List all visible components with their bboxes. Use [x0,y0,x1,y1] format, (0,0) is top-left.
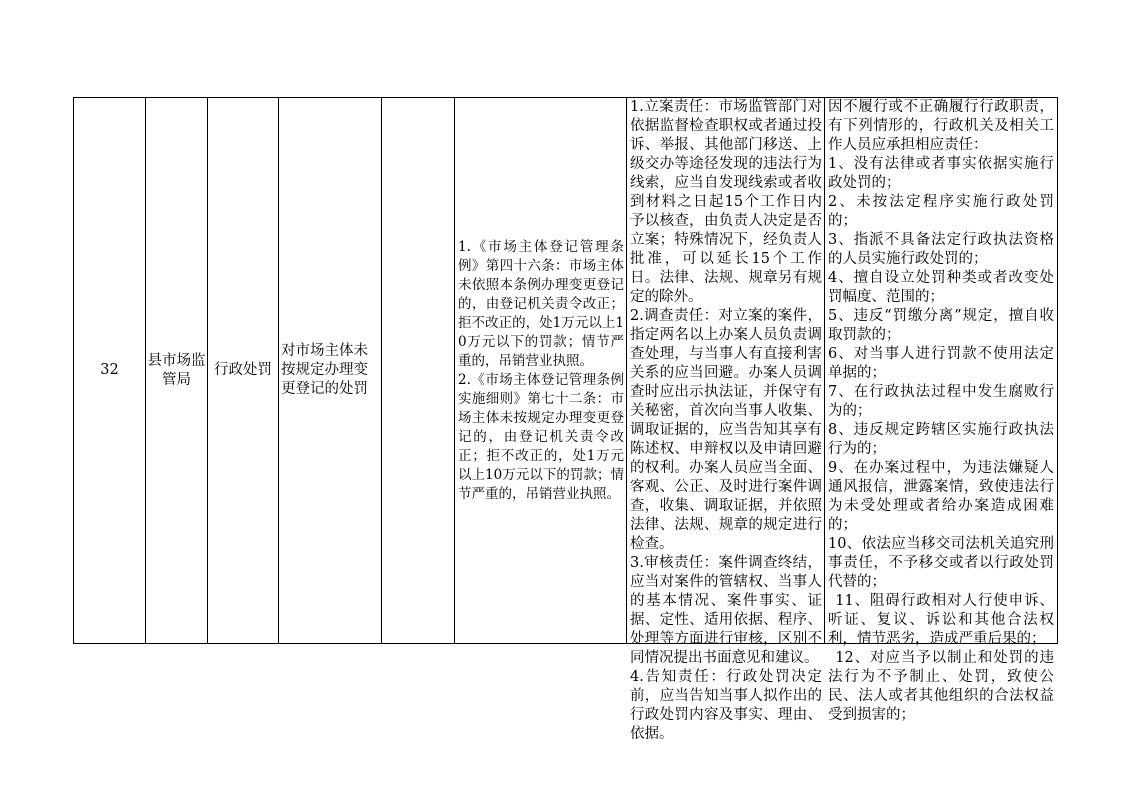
liability-item: 10、依法应当移交司法机关追究刑事责任，不予移交或者以行政处罚代替的； [828,536,1054,590]
liability-item: 9、在办案过程中，为违法嫌疑人通风报信，泄露案情，致使违法行为未受处理或者给办案造成困难的； [828,460,1054,533]
liability-item: 11、阻碍行政相对人行使申诉、听证、复议、诉讼和其他合法权利，情节恶劣，造成严重后果的； [828,593,1054,647]
duty-text-box [627,98,824,742]
duty-cell [627,98,825,742]
liability-item: 4、擅自设立处罚种类或者改变处罚幅度、范围的； [828,270,1054,305]
duty-item: 1.立案责任：市场监管部门对依据监督检查职权或者通过投诉、举报、其他部门移送、上级交办等途径发现的违法行为线索，应当自发现线索或者收到材料之日起15个工作日内予以核查，由负责人决定是否立案；特殊情况下，经负责人批准，可以延长15个工作日。法律、法规、规章另有规定的除外。 [630,99,822,305]
item-name: 对市场主体未按规定办理变更登记的处罚 [281,343,368,397]
record-table [73,97,1058,742]
liability-intro: 因不履行或不正确履行行政职责，有下列情形的，行政机关及相关工作人员应承担相应责任： [828,99,1054,153]
power-type: 行政处罚 [214,362,272,378]
liability-item: 5、违反“罚缴分离”规定，擅自收取罚款的； [828,308,1054,343]
item-name-cell [279,98,382,644]
serial-number-cell [74,98,146,644]
liability-item: 1、没有法律或者事实依据实施行政处罚的； [828,156,1054,191]
power-type-cell [208,98,279,644]
table-row [74,98,1058,644]
department-cell [146,98,208,644]
liability-item: 7、在行政执法过程中发生腐败行为的； [828,384,1054,419]
liability-item: 3、指派不具备法定行政执法资格的人员实施行政处罚的； [828,232,1054,267]
liability-item: 8、违反规定跨辖区实施行政执法行为的； [828,422,1054,457]
department-name: 县市场监管局 [147,352,206,388]
liability-text-box [825,98,1057,723]
liability-cell [825,98,1058,723]
duty-item: 4.告知责任：行政处罚决定前，应当告知当事人拟作出的行政处罚内容及事实、理由、依据。 [630,669,822,742]
duty-item: 2.调查责任：对立案的案件，指定两名以上办案人员负责调查处理，与当事人有直接利害关系的应当回避。办案人员调查时应出示执法证，并保守有关秘密，首次向当事人收集、调取证据的，应当告知其享有陈述权、申辩权以及申请回避的权利。办案人员应当全面、客观、公正、及时进行案件调查，收集、调取证据，并依照法律、法规、规章的规定进行检查。 [630,308,822,552]
empty-cell [382,98,455,644]
liability-item: 12、对应当予以制止和处罚的违法行为不予制止、处罚，致使公民、法人或者其他组织的合法权益受到损害的； [828,650,1054,723]
legal-basis-item: 1.《市场主体登记管理条例》第四十六条：市场主体未依照本条例办理变更登记的，由登记机关责令改正；拒不改正的，处1万元以上10万元以下的罚款；情节严重的，吊销营业执照。 [458,238,624,369]
duty-item: 3.审核责任：案件调查终结，应当对案件的管辖权、当事人的基本情况、案件事实、证据、定性、适用依据、程序、处理等方面进行审核，区别不同情况提出书面意见和建议。 [630,555,822,666]
liability-item: 6、对当事人进行罚款不使用法定单据的； [828,346,1054,381]
serial-number: 32 [100,362,119,378]
liability-item: 2、未按法定程序实施行政处罚的； [828,194,1054,229]
legal-basis-item: 2.《市场主体登记管理条例实施细则》第七十二条：市场主体未按规定办理变更登记的，由登记机关责令改正；拒不改正的，处1万元以上10万元以下的罚款；情节严重的，吊销营业执照。 [458,371,624,502]
legal-basis-cell [455,98,627,644]
